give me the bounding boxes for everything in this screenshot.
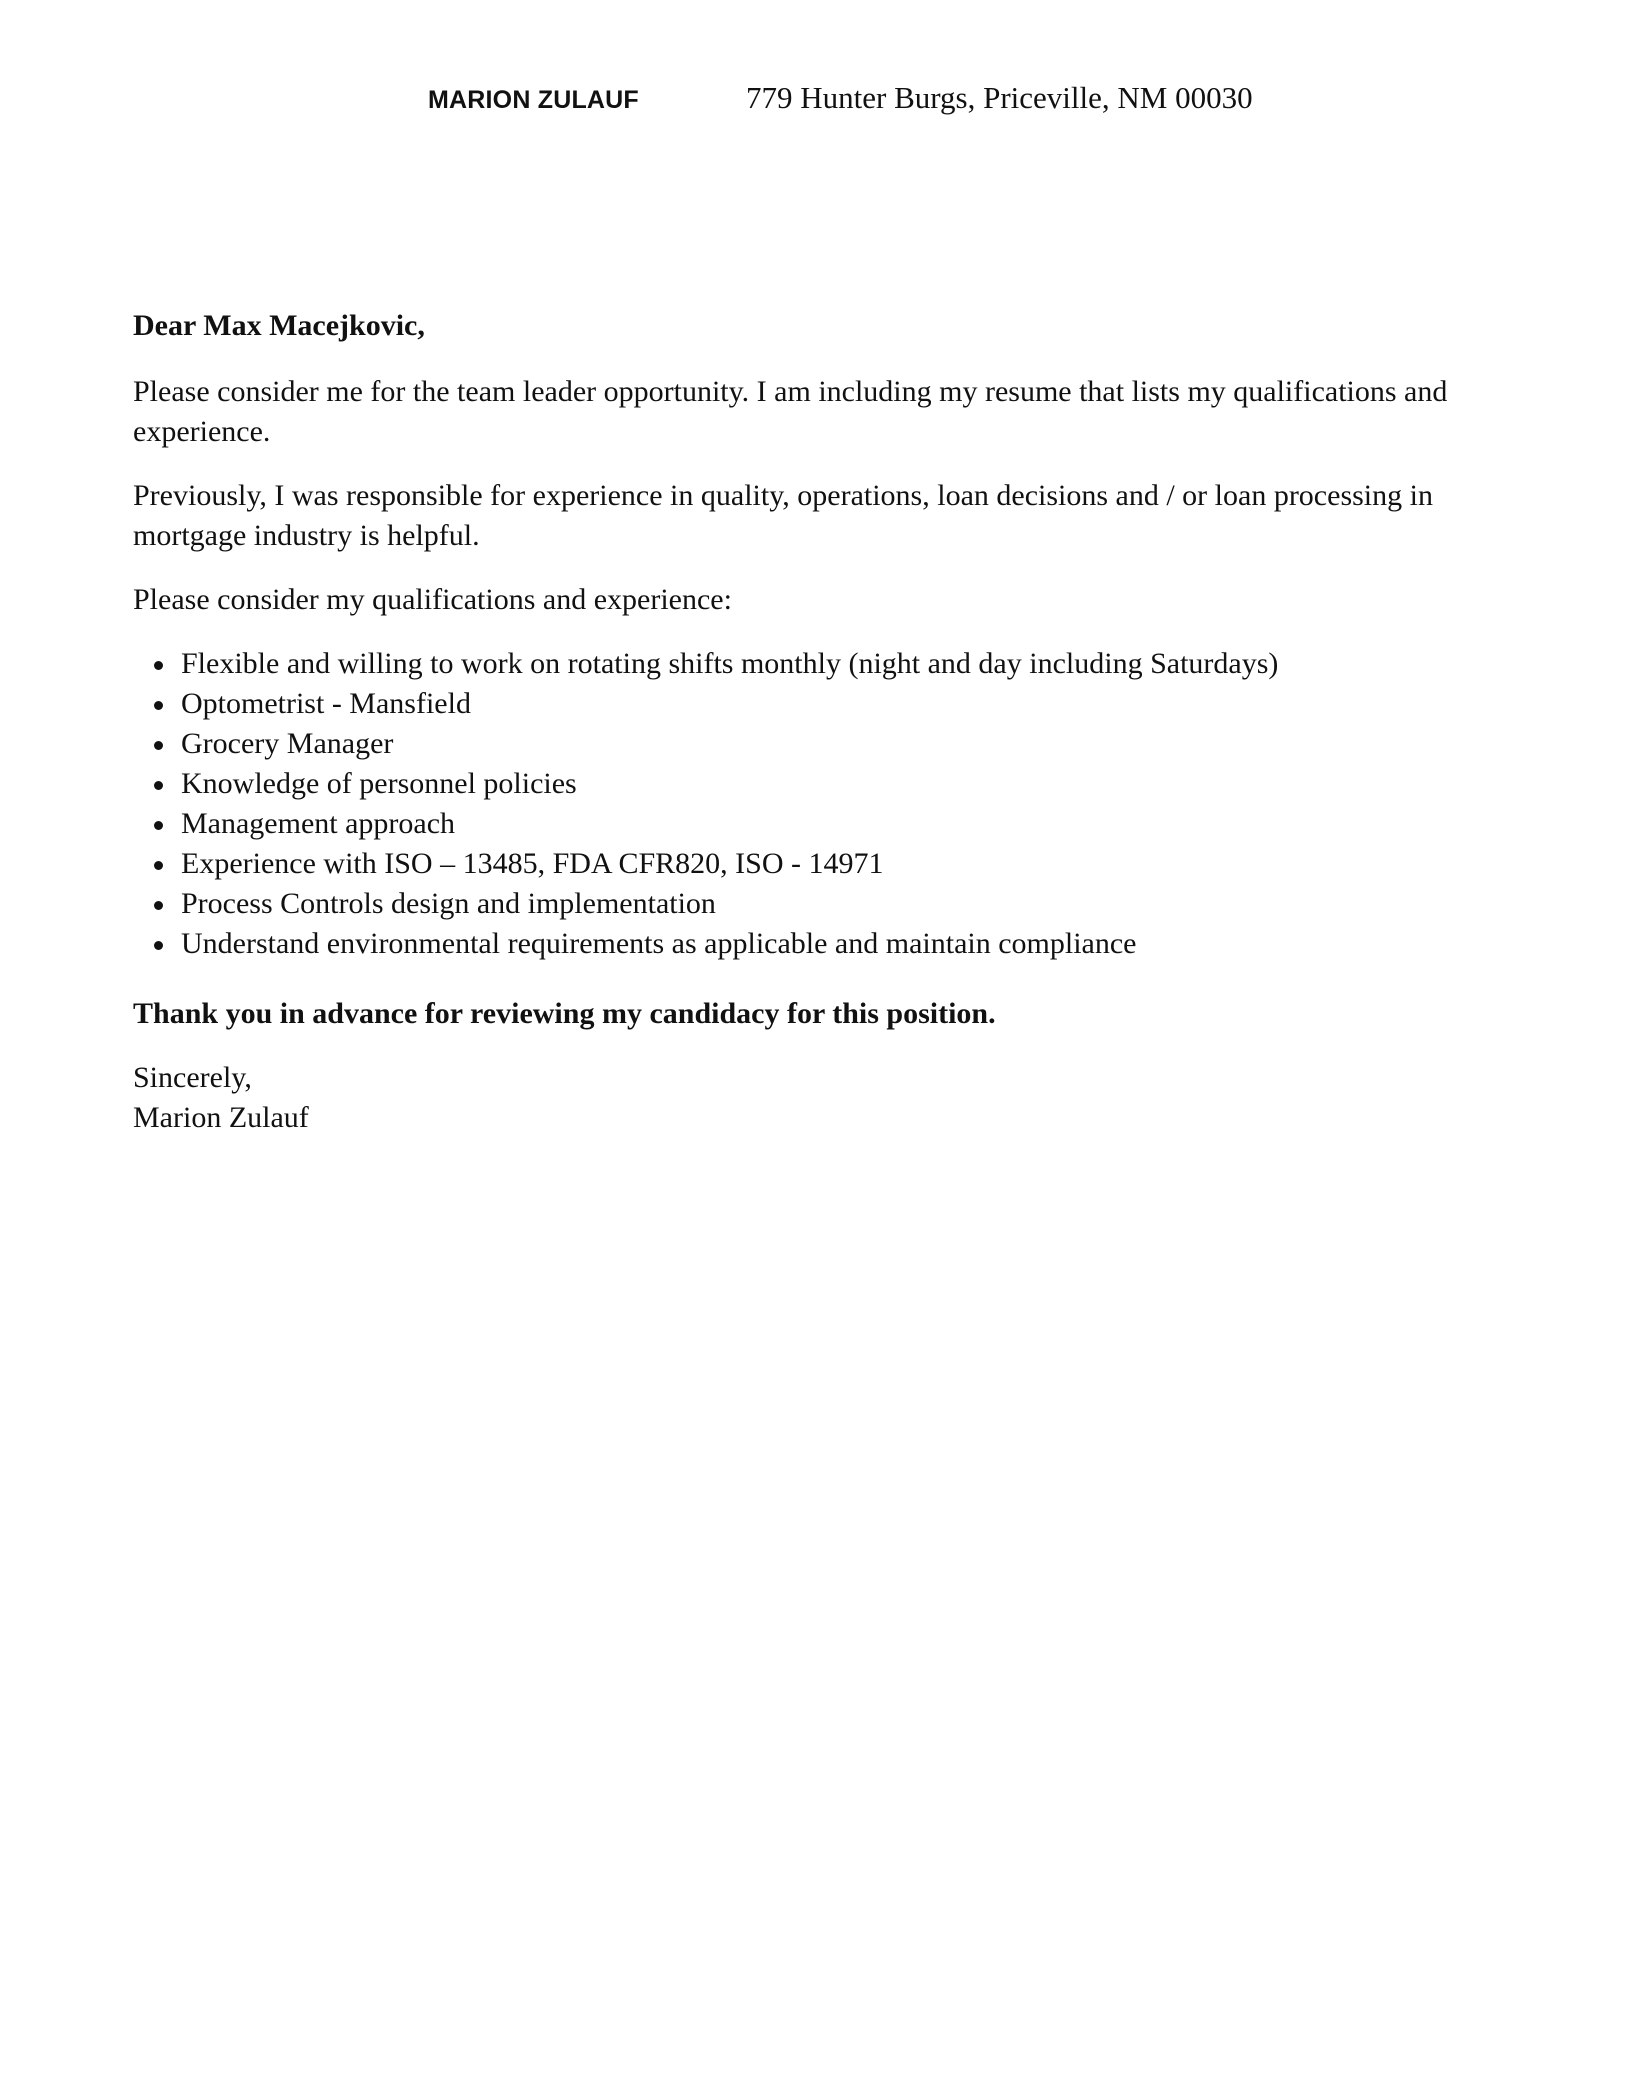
- intro-paragraph: Please consider me for the team leader opportunity. I am including my resume that lists my qualifications and experience.: [133, 375, 1448, 448]
- list-item: Grocery Manager: [133, 724, 1503, 764]
- list-item: Management approach: [133, 804, 1503, 844]
- signature-name: Marion Zulauf: [133, 1101, 309, 1134]
- list-item: Optometrist - Mansfield: [133, 684, 1503, 724]
- sender-name: MARION ZULAUF: [428, 86, 639, 114]
- list-item: Experience with ISO – 13485, FDA CFR820, ISO - 14971: [133, 844, 1503, 884]
- qualifications-intro: Please consider my qualifications and experience:: [133, 583, 732, 616]
- closing-statement: Thank you in advance for reviewing my candidacy for this position.: [133, 997, 996, 1030]
- sender-address: 779 Hunter Burgs, Priceville, NM 00030: [746, 80, 1253, 115]
- list-item: Understand environmental requirements as applicable and maintain compliance: [133, 924, 1503, 964]
- list-item: Knowledge of personnel policies: [133, 764, 1503, 804]
- qualifications-list: [133, 644, 1503, 964]
- letter-header: [0, 80, 1632, 124]
- salutation: Dear Max Macejkovic,: [133, 309, 425, 342]
- signoff-text: Sincerely,: [133, 1061, 252, 1094]
- list-item: Flexible and willing to work on rotating shifts monthly (night and day including Saturdays): [133, 644, 1503, 684]
- list-item: Process Controls design and implementation: [133, 884, 1503, 924]
- letter-body: [133, 306, 1503, 1138]
- experience-paragraph: Previously, I was responsible for experience in quality, operations, loan decisions and / or loan processing in mortgage industry is helpful.: [133, 479, 1433, 552]
- signoff-block: [133, 1058, 1503, 1138]
